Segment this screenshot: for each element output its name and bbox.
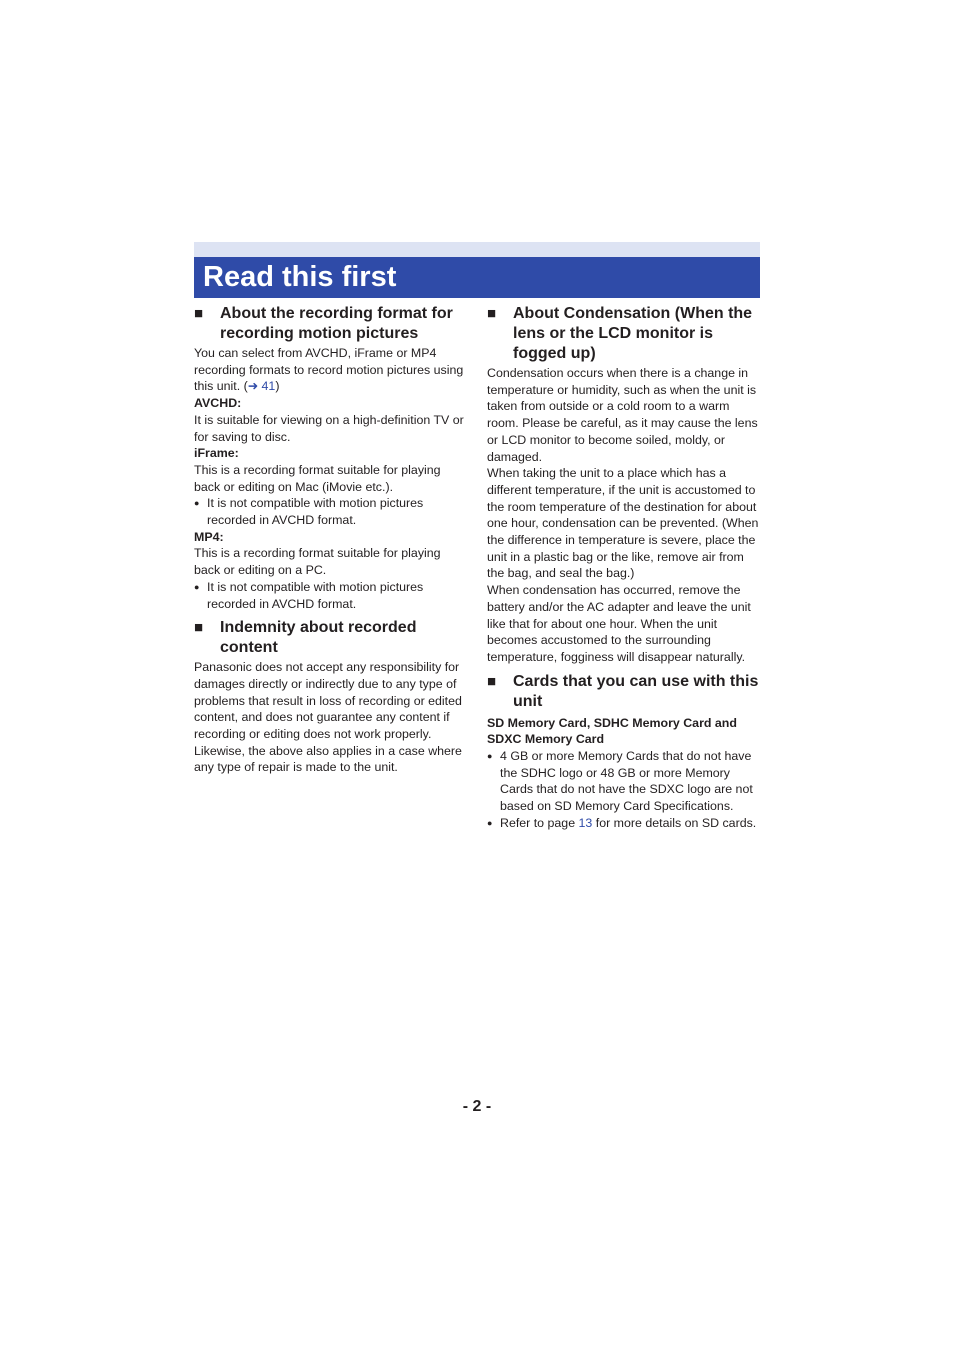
square-bullet-icon: ■ [194, 619, 204, 637]
list-item [194, 495, 466, 528]
iframe-note: It is not compatible with motion pictures recorded in AVCHD format. [207, 496, 424, 528]
mp4-label: MP4: [194, 529, 224, 544]
indemnity-text: Panasonic does not accept any responsibility for damages directly or indirectly due to any type of problems that result in loss of recording or edited content, and does not guarantee any content if recording or editing does not work properly. Likewise, the above also applies in a case where any type of repair is made to the unit. [194, 660, 462, 775]
condensation-p1: Condensation occurs when there is a change in temperature or humidity, such as when the unit is taken from outside or a cold room to a warm room. Please be careful, as it may cause the lens or LCD monitor to become soiled, moldy, or damaged. [487, 366, 758, 464]
condensation-p2: When taking the unit to a place which has a different temperature, if the unit is accustomed to the room temperature of the destination for about one hour, condensation can be prevented. (When the difference in temperature is severe, place the unit in a plastic bag or the like, remove air from the bag, and seal the bag.) [487, 466, 759, 581]
iframe-label: iFrame: [194, 446, 239, 461]
square-bullet-icon: ■ [194, 305, 204, 322]
list-item [194, 579, 466, 612]
cards-note-2-text: Refer to page [500, 815, 579, 830]
right-column [487, 304, 762, 832]
bullet-dot-icon: ● [487, 751, 493, 762]
section-indemnity [194, 618, 466, 776]
heading-text: Indemnity about recorded content [220, 619, 417, 657]
left-column [194, 304, 466, 776]
intro-close: ) [275, 379, 280, 394]
page-link-13[interactable]: 13 [578, 815, 593, 830]
card-types-label: SD Memory Card, SDHC Memory Card and SDXC Memory Card [487, 715, 737, 747]
section-heading [194, 618, 466, 658]
section-recording-format [194, 304, 466, 612]
mp4-note: It is not compatible with motion pictures recorded in AVCHD format. [207, 579, 424, 611]
avchd-label: AVCHD: [194, 396, 242, 411]
cards-note-2 [500, 815, 756, 832]
mp4-text: This is a recording format suitable for playing back or editing on a PC. [194, 546, 441, 578]
title-band-accent [194, 242, 760, 257]
cards-note-1: 4 GB or more Memory Cards that do not have the SDHC logo or 48 GB or more Memory Cards that do not have the SDXC logo are not based on SD Memory Card Specifications. [500, 749, 753, 814]
page-title: Read this first [203, 261, 397, 293]
section-heading [194, 304, 466, 344]
bullet-dot-icon: ● [194, 498, 200, 509]
section-condensation [487, 304, 762, 666]
page-number: - 2 - [462, 1098, 492, 1115]
section-cards [487, 672, 762, 832]
iframe-text: This is a recording format suitable for playing back or editing on Mac (iMovie etc.). [194, 462, 441, 494]
list-item [487, 815, 762, 832]
heading-text: About Condensation (When the lens or the LCD monitor is fogged up) [513, 305, 753, 362]
title-band [194, 257, 760, 298]
page-link-41[interactable]: ➜ 41 [247, 379, 276, 394]
condensation-p3: When condensation has occurred, remove the battery and/or the AC adapter and leave the unit like that for about one hour. When the unit becomes accustomed to the surrounding temperature, fogginess will disappear naturally. [487, 583, 751, 664]
heading-text: About the recording format for recording motion pictures [220, 305, 453, 342]
heading-text: Cards that you can use with this unit [513, 672, 759, 710]
bullet-dot-icon: ● [487, 817, 493, 828]
section-heading [487, 672, 762, 712]
square-bullet-icon: ■ [487, 672, 497, 690]
section-heading [487, 304, 762, 364]
intro-paragraph [194, 345, 466, 395]
intro-text: You can select from AVCHD, iFrame or MP4 recording formats to record motion pictures using this unit. ( [194, 346, 464, 394]
bullet-dot-icon: ● [194, 581, 200, 592]
cards-note-2-tail: for more details on SD cards. [592, 815, 757, 830]
list-item [487, 748, 762, 815]
avchd-text: It is suitable for viewing on a high-definition TV or for saving to disc. [194, 412, 464, 444]
square-bullet-icon: ■ [487, 305, 497, 322]
